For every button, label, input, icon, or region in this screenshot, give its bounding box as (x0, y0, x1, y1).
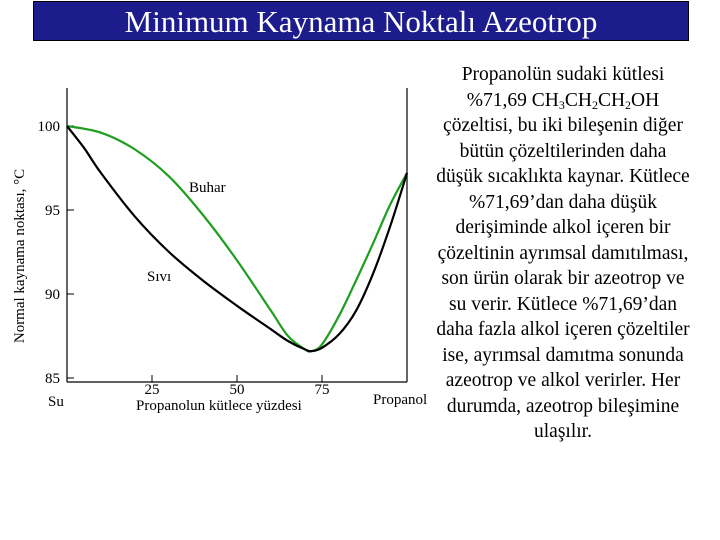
formula-sub-1: 3 (558, 97, 565, 112)
x-tick-label: 25 (144, 382, 160, 398)
chart-curves (67, 126, 407, 352)
series-label-liquid: Sıvı (147, 269, 172, 285)
y-tick-label: 95 (45, 203, 60, 219)
formula-sub-2: 2 (591, 97, 598, 112)
chart-labels (12, 119, 427, 414)
x-tick-label: 75 (314, 382, 330, 398)
vapor-curve (67, 126, 407, 352)
axis-ticks (67, 126, 322, 382)
description-line1: Propanolün sudaki kütlesi (461, 64, 665, 85)
y-axis-title: Normal kaynama noktası, °C (12, 168, 28, 344)
y-tick-label: 90 (45, 287, 60, 303)
liquid-curve (67, 126, 407, 351)
formula-mid-2: CH (597, 89, 626, 111)
formula-suffix: OH (631, 89, 660, 111)
description-text (436, 62, 690, 445)
formula-mid-1: CH (564, 89, 592, 111)
x-axis-title: Propanolun kütlece yüzdesi (136, 398, 302, 414)
y-tick-label: 100 (37, 119, 60, 135)
x-tick-label: 50 (229, 382, 245, 398)
description-rest: çözeltisi, bu iki bileşenin diğer bütün çözeltilerinden daha düşük sıcaklıkta kaynar. Kütlece %71,69’dan daha düşük derişiminde alkol içeren bir çözeltinin ayrımsal damıtılması, son ürün olarak bir azeotrop ve su verir. Kütlece %71,69’dan daha fazla alkol içeren çözeltiler ise, ayrımsal damıtma sonunda azeotrop ve alkol verirler. Her durumda, azeotrop bileşimine ulaşılır. (436, 115, 690, 442)
x-end-label-left: Su (48, 394, 64, 410)
formula-sub-3: 2 (625, 97, 632, 112)
slide-title: Minimum Kaynama Noktalı Azeotrop (33, 1, 689, 41)
formula-prefix: %71,69 CH (466, 89, 559, 111)
series-label-vapor: Buhar (189, 180, 226, 196)
x-end-label-right: Propanol (373, 392, 428, 408)
y-tick-label: 85 (45, 371, 60, 387)
